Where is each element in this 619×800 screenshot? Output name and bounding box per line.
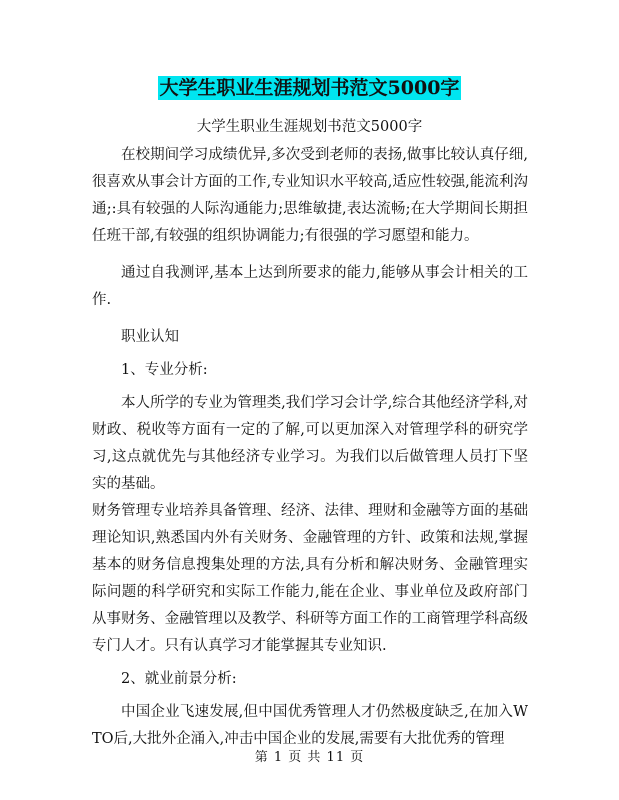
document-body — [92, 142, 528, 753]
page-number-footer: 第 1 页 共 11 页 — [254, 750, 365, 765]
paragraph-major-description: 本人所学的专业为管理类,我们学习会计学,综合其他经济学科,对财政、税收等方面有一定的了解,可以更加深入对管理学科的研究学习,这点就优先与其他经济专业学习。为我们以后做管理人员打下坚实的基础。 — [92, 395, 528, 492]
heading-employment-prospects: 2、就业前景分析: — [121, 671, 237, 687]
paragraph-self-test: 通过自我测评,基本上达到所要求的能力,能够从事会计相关的工作. — [92, 265, 528, 308]
title-container — [0, 76, 619, 100]
document-title: 大学生职业生涯规划书范文5000字 — [159, 77, 460, 99]
heading-career-cognition: 职业认知 — [121, 329, 179, 345]
paragraph-financial-management: 财务管理专业培养具备管理、经济、法律、理财和金融等方面的基础理论知识,熟悉国内外有关财务、金融管理的方针、政策和法规,掌握基本的财务信息搜集处理的方法,具有分析和解决财务、金融管理实际问题的科学研究和实际工作能力,能在企业、事业单位及政府部门从事财务、金融管理以及教学、科研等方面工作的工商管理学科高级专门人才。只有认真学习才能掌握其专业知识. — [92, 503, 528, 654]
heading-major-analysis: 1、专业分析: — [121, 362, 208, 378]
document-subtitle: 大学生职业生涯规划书范文5000字 — [196, 119, 423, 135]
paragraph-employment-description: 中国企业飞速发展,但中国优秀管理人才仍然极度缺乏,在加入WTO后,大批外企涌入,冲击中国企业的发展,需要有大批优秀的管理 — [92, 704, 528, 747]
paragraph-self-assessment: 在校期间学习成绩优异,多次受到老师的表扬,做事比较认真仔细,很喜欢从事会计方面的工作,专业知识水平较高,适应性较强,能流利沟通;:具有较强的人际沟通能力;思维敏捷,表达流畅;在大学期间长期担任班干部,有较强的组织协调能力;有很强的学习愿望和能力。 — [92, 147, 528, 244]
